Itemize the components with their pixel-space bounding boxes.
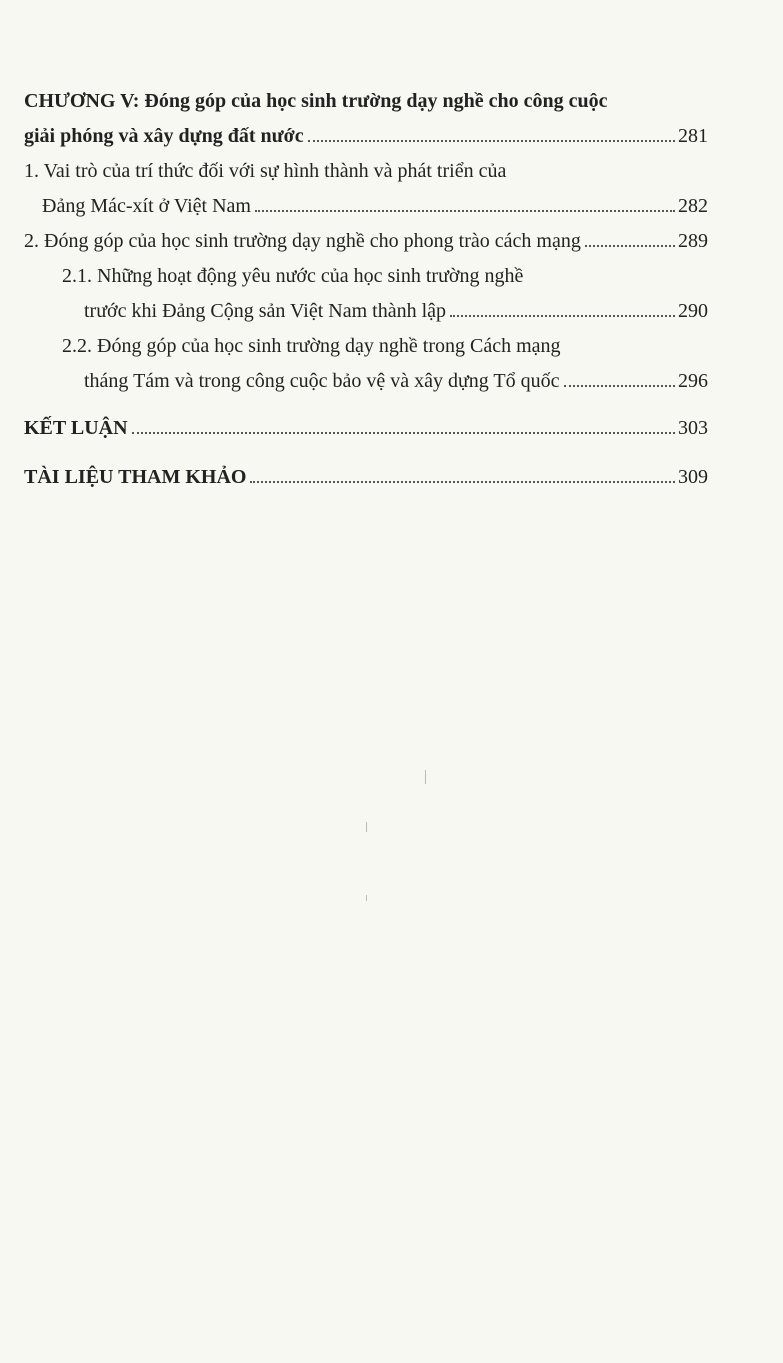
section-1-text-2: Đảng Mác-xít ở Việt Nam (42, 195, 251, 217)
chapter-5-title-text-1: CHƯƠNG V: Đóng góp của học sinh trường dạy nghề cho công cuộc (24, 90, 608, 112)
section-2-2-page-number: 296 (678, 370, 708, 392)
section-2-1-text-1: 2.1. Những hoạt động yêu nước của học sinh trường nghề (62, 265, 524, 287)
conclusion-title: KẾT LUẬN (24, 417, 128, 439)
section-2-1-line1 (24, 259, 708, 294)
leader-dots (585, 245, 675, 247)
section-1-entry[interactable] (24, 189, 708, 224)
section-2-2-text-2: tháng Tám và trong công cuộc bảo vệ và xây dựng Tổ quốc (84, 370, 560, 392)
print-speck (366, 822, 367, 832)
section-1-page-number: 282 (678, 195, 708, 217)
conclusion-page-number: 303 (678, 417, 708, 439)
leader-dots (132, 432, 675, 434)
section-2-page-number: 289 (678, 230, 708, 252)
leader-dots (450, 315, 675, 317)
references-entry[interactable] (24, 460, 708, 495)
section-2-2-entry[interactable] (24, 364, 708, 399)
leader-dots (250, 481, 675, 483)
section-2-1-page-number: 290 (678, 300, 708, 322)
leader-dots (255, 210, 675, 212)
leader-dots (564, 385, 675, 387)
print-speck (425, 770, 426, 784)
table-of-contents (24, 84, 708, 495)
section-2-1-text-2: trước khi Đảng Cộng sản Việt Nam thành lập (84, 300, 447, 322)
references-page-number: 309 (678, 466, 708, 488)
chapter-5-entry[interactable] (24, 119, 708, 154)
section-2-2-line1 (24, 329, 708, 364)
section-2-text-1: 2. Đóng góp của học sinh trường dạy nghề cho phong trào cách mạng (24, 230, 581, 252)
section-2-2-text-1: 2.2. Đóng góp của học sinh trường dạy nghề trong Cách mạng (62, 335, 561, 357)
leader-dots (308, 140, 675, 142)
section-1-line1 (24, 154, 708, 189)
references-title: TÀI LIỆU THAM KHẢO (24, 466, 247, 488)
chapter-5-title-line1 (24, 84, 708, 119)
section-2-entry[interactable] (24, 224, 708, 259)
print-speck (366, 895, 367, 901)
conclusion-entry[interactable] (24, 411, 708, 446)
section-1-text-1: 1. Vai trò của trí thức đối với sự hình thành và phát triển của (24, 160, 507, 182)
chapter-5-page-number: 281 (678, 125, 708, 147)
chapter-5-title-text-2: giải phóng và xây dựng đất nước (24, 125, 304, 147)
section-2-1-entry[interactable] (24, 294, 708, 329)
